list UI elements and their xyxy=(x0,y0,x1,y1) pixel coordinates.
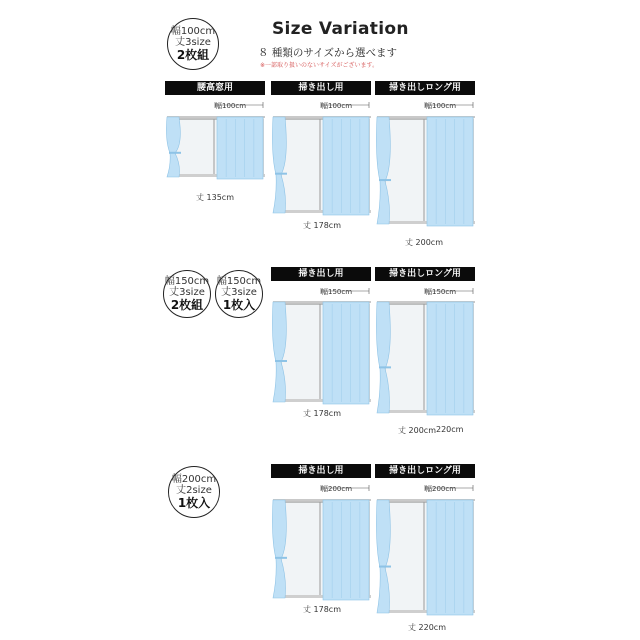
length-label: 丈 178cm xyxy=(303,605,342,614)
curtain-right xyxy=(427,302,473,415)
curtain-left xyxy=(272,117,286,213)
width-label: 幅100cm xyxy=(215,102,247,110)
curtain-right xyxy=(323,500,369,600)
curtain-tieback xyxy=(275,173,287,175)
badge-length: 丈3size xyxy=(221,287,257,299)
curtain-right xyxy=(427,117,473,226)
panel-header: 掃き出しロング用 xyxy=(375,464,475,478)
subtitle: ８ 種類のサイズから選べます xyxy=(258,47,397,59)
badge-width: 幅100cm xyxy=(170,25,216,37)
curtain-tieback xyxy=(169,152,181,154)
panel-header: 掃き出し用 xyxy=(271,81,371,95)
curtain-tieback xyxy=(275,557,287,559)
badge-length: 丈3size xyxy=(175,37,211,49)
curtain-left xyxy=(272,302,286,402)
badge-width: 幅150cm xyxy=(216,275,262,287)
length-label: 丈 220cm xyxy=(408,623,447,632)
panel-header: 掃き出しロング用 xyxy=(375,81,475,95)
width-label: 幅150cm xyxy=(425,288,457,296)
curtain-right xyxy=(217,117,263,179)
curtain-illustration xyxy=(375,464,475,623)
badge-w150-pair xyxy=(163,270,211,318)
length-label: 丈 178cm xyxy=(303,409,342,418)
badge-length: 丈2size xyxy=(176,485,212,497)
curtain-illustration xyxy=(271,464,371,608)
curtain-tieback xyxy=(379,566,391,568)
badge-count: 2枚組 xyxy=(176,47,210,62)
curtain-illustration xyxy=(375,267,475,423)
page-title: Size Variation xyxy=(272,19,409,39)
badge-count: 1枚入 xyxy=(222,297,256,312)
curtain-illustration xyxy=(271,267,371,412)
curtain-right xyxy=(323,302,369,404)
badge-length: 丈3size xyxy=(169,287,205,299)
curtain-left xyxy=(376,500,390,613)
width-label: 幅200cm xyxy=(321,485,353,493)
length-label: 丈 200cm xyxy=(398,426,437,435)
badge-w200 xyxy=(168,466,220,518)
curtain-left xyxy=(376,117,390,224)
panel-header: 腰高窓用 xyxy=(165,81,265,95)
width-label: 幅100cm xyxy=(425,102,457,110)
width-label: 幅150cm xyxy=(321,288,353,296)
width-label: 幅200cm xyxy=(425,485,457,493)
length-label: 丈 135cm xyxy=(196,193,235,202)
badge-w150-single xyxy=(215,270,263,318)
panel-header: 掃き出し用 xyxy=(271,267,371,281)
note: ※一部取り扱いのないサイズがございます。 xyxy=(260,62,379,69)
curtain-right xyxy=(323,117,369,215)
badge-w100 xyxy=(167,18,219,70)
curtain-illustration xyxy=(271,81,371,223)
curtain-tieback xyxy=(379,179,391,181)
width-label: 幅100cm xyxy=(321,102,353,110)
length-label-alt: 220cm xyxy=(436,425,464,434)
curtain-left xyxy=(376,302,390,413)
curtain-illustration xyxy=(375,81,475,234)
length-label: 丈 178cm xyxy=(303,221,342,230)
curtain-right xyxy=(427,500,473,615)
curtain-tieback xyxy=(275,360,287,362)
badge-width: 幅150cm xyxy=(164,275,210,287)
badge-count: 1枚入 xyxy=(177,495,211,510)
badge-width: 幅200cm xyxy=(171,473,217,485)
curtain-illustration xyxy=(165,81,265,187)
length-label: 丈 200cm xyxy=(405,238,444,247)
panel-header: 掃き出し用 xyxy=(271,464,371,478)
curtain-left xyxy=(272,500,286,598)
badge-count: 2枚組 xyxy=(170,297,204,312)
curtain-left xyxy=(166,117,180,177)
panel-header: 掃き出しロング用 xyxy=(375,267,475,281)
curtain-tieback xyxy=(379,366,391,368)
